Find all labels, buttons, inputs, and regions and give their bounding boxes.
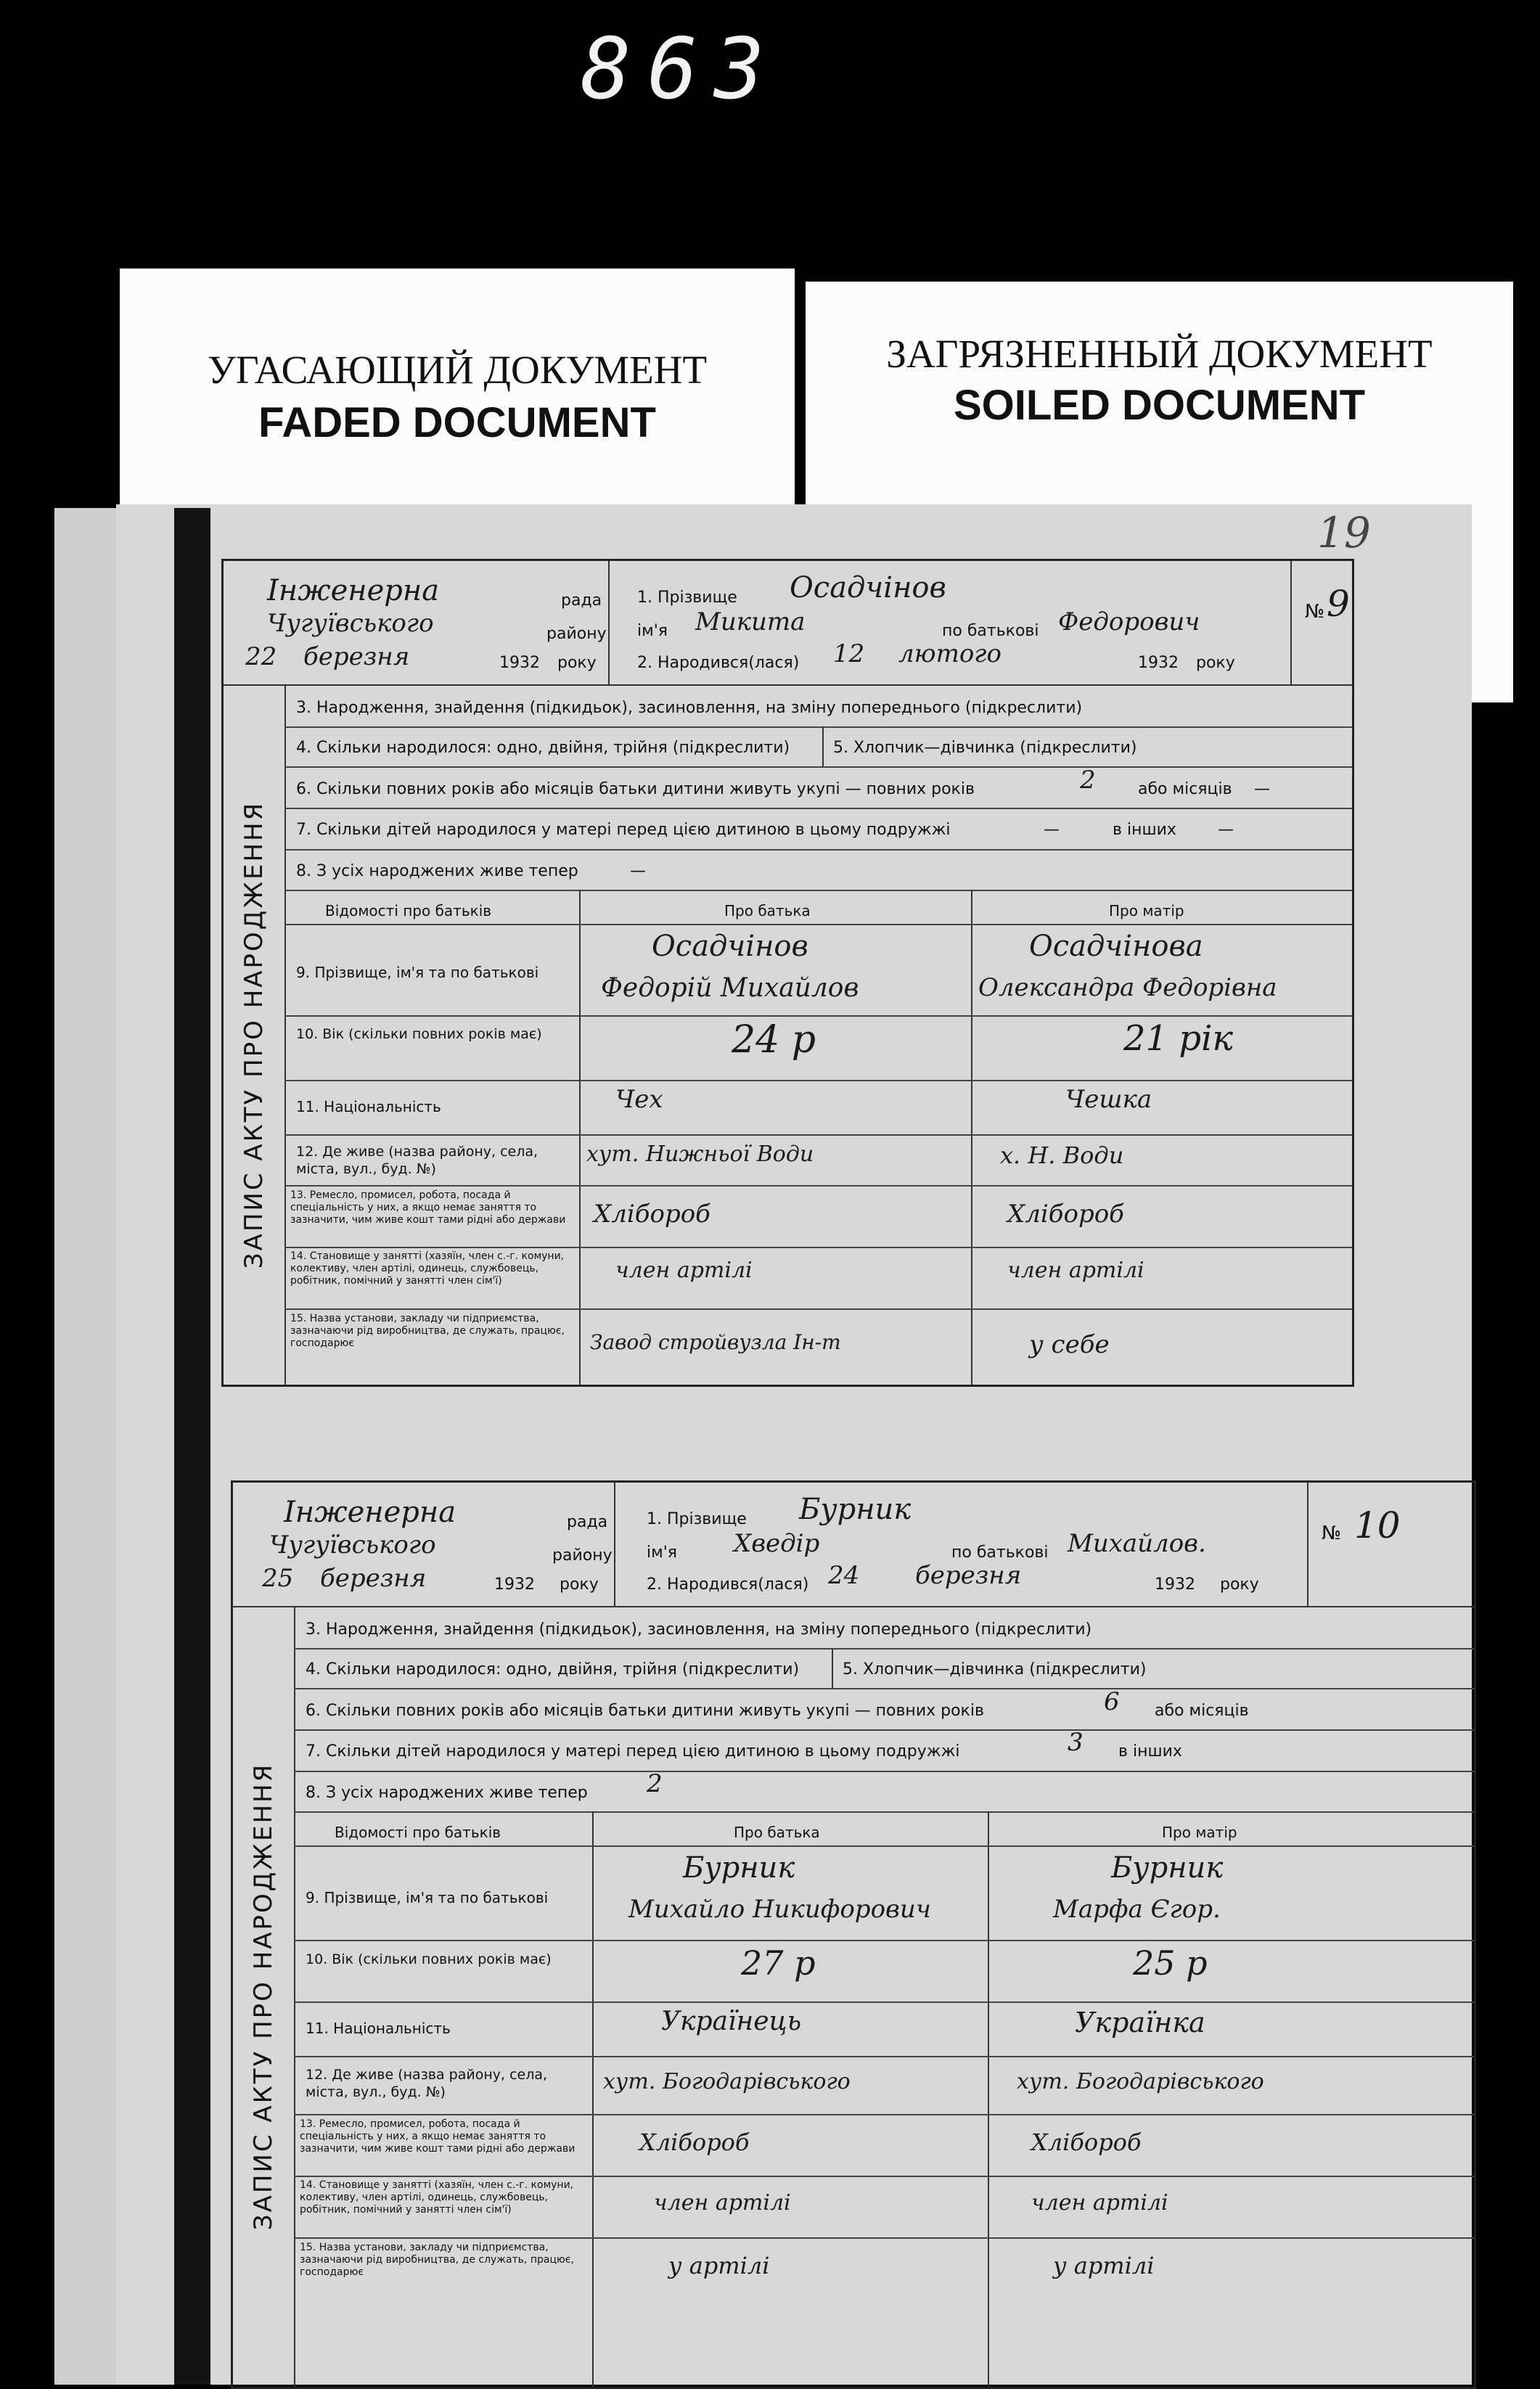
surname-label: 1. Прізвище: [647, 1510, 747, 1528]
q4-label: 4. Скільки народилося: одно, двійня, трійня (підкреслити): [296, 739, 790, 757]
r11-label: 11. Національність: [306, 2020, 451, 2037]
reg-year: 1932: [499, 654, 540, 672]
q8-value: —: [630, 862, 646, 880]
r13-label: 13. Ремесло, промисел, робота, посада й спеціальність у них, а якщо немає заняття то зазначити, чим живе кошт тами рідні або держави: [300, 2118, 576, 2155]
side-title: ЗАПИС АКТУ ПРО НАРОДЖЕННЯ: [239, 800, 269, 1269]
father-status: член артілі: [654, 2190, 791, 2216]
father-place: Завод стройвузла Ін-т: [590, 1330, 841, 1354]
birth-year: 1932: [1155, 1575, 1195, 1594]
patronymic-value: Михайлов.: [1068, 1529, 1206, 1558]
r15-label: 15. Назва установи, закладу чи підприємства, зазначаючи рід виробництва, де служать, працює, господарює: [290, 1313, 565, 1349]
q7-other-label: в інших: [1118, 1742, 1182, 1761]
mother-place: у артілі: [1053, 2252, 1155, 2279]
mother-age: 25 р: [1133, 1943, 1208, 1983]
mother-name: Олександра Федорівна: [978, 973, 1277, 1002]
reg-month: березня: [320, 1564, 427, 1593]
r13-label: 13. Ремесло, промисел, робота, посада й спеціальність у них, а якщо немає заняття то зазначити, чим живе кошт тами рідні або держави: [290, 1189, 566, 1226]
birth-year: 1932: [1138, 654, 1179, 672]
q7-other-label: в інших: [1113, 821, 1176, 839]
mother-surname: Осадчінова: [1029, 930, 1203, 963]
r14-label: 14. Становище у занятті (хазяїн, член с.-г. комуни, колективу, член артілі, одинець, службовець, робітник, помічний у занятті член сім'ї): [300, 2179, 574, 2216]
col-info: Відомості про батьків: [325, 902, 492, 919]
r9-label: 9. Прізвище, ім'я та по батькові: [296, 964, 539, 981]
q7-other: —: [1218, 821, 1234, 839]
q5-label: 5. Хлопчик—дівчинка (підкреслити): [833, 739, 1137, 757]
binding-strip: [174, 508, 210, 2385]
r12-label: 12. Де живе (назва району, села, міста, вул., буд. №): [296, 1144, 538, 1177]
rayon-label: району: [546, 625, 607, 643]
roku-label: року: [560, 1575, 599, 1594]
mother-age: 21 рік: [1123, 1018, 1234, 1059]
father-nat: Чех: [615, 1085, 663, 1114]
patronymic-label: по батькові: [942, 622, 1039, 640]
birth-record-10: [231, 1480, 1476, 2389]
patronymic-label: по батькові: [951, 1544, 1049, 1562]
q7-here: —: [1044, 821, 1060, 839]
r9-label: 9. Прізвище, ім'я та по батькові: [306, 1889, 549, 1906]
number-label: №: [1305, 601, 1325, 623]
rada-value: Інженерна: [267, 574, 440, 607]
birth-record-9: [221, 559, 1354, 1387]
page-corner-number: 19: [1317, 508, 1371, 557]
record-number: 9: [1327, 583, 1350, 625]
roku-label: року: [557, 654, 597, 672]
faded-label-en: FADED DOCUMENT: [258, 399, 656, 446]
reg-day: 22: [245, 642, 277, 671]
q3-label: 3. Народження, знайдення (підкидьок), засиновлення, на зміну попереднього (підкреслити): [306, 1620, 1092, 1639]
q3-label: 3. Народження, знайдення (підкидьок), засиновлення, на зміну попереднього (підкреслити): [296, 699, 1083, 717]
father-age: 27 р: [741, 1943, 816, 1983]
name-value: Хведір: [734, 1529, 820, 1558]
mother-address: хут. Богодарівського: [1017, 2069, 1264, 2094]
surname-value: Бурник: [799, 1493, 912, 1526]
side-title: ЗАПИС АКТУ ПРО НАРОДЖЕННЯ: [249, 1762, 278, 2231]
mother-nat: Чешка: [1065, 1085, 1152, 1114]
q6-months-label: або місяців: [1138, 780, 1232, 798]
r14-label: 14. Становище у занятті (хазяїн, член с.-г. комуни, колективу, член артілі, одинець, службовець, робітник, помічний у занятті член сім'ї): [290, 1250, 565, 1287]
q6-years: 6: [1104, 1687, 1120, 1716]
reg-month: березня: [303, 642, 410, 671]
name-label: ім'я: [637, 622, 668, 640]
number-label: №: [1322, 1523, 1342, 1544]
father-trade: Хлібороб: [639, 2128, 750, 2156]
soiled-label-ru: ЗАГРЯЗНЕННЫЙ ДОКУМЕНТ: [886, 332, 1433, 376]
mother-name: Марфа Єгор.: [1053, 1895, 1221, 1924]
surname-label: 1. Прізвище: [637, 589, 737, 607]
mother-place: у себе: [1029, 1330, 1110, 1359]
q8-label: 8. З усіх народжених живе тепер: [296, 862, 578, 880]
father-name: Михайло Никифорович: [628, 1895, 931, 1924]
q6-months: —: [1254, 780, 1270, 798]
father-trade: Хлібороб: [594, 1200, 710, 1229]
father-surname: Бурник: [683, 1851, 795, 1885]
born-label: 2. Народився(лася): [637, 654, 800, 672]
father-place: у артілі: [668, 2252, 770, 2279]
rada-value: Інженерна: [284, 1496, 456, 1529]
col-mother: Про матір: [1109, 902, 1184, 919]
q8-label: 8. З усіх народжених живе тепер: [306, 1784, 588, 1802]
birth-day: 12: [833, 639, 865, 668]
birth-roku: року: [1220, 1575, 1259, 1594]
col-father: Про батька: [734, 1824, 820, 1841]
rayon-label: району: [552, 1546, 613, 1565]
q6-months-label: або місяців: [1155, 1702, 1249, 1720]
patronymic-value: Федорович: [1058, 607, 1200, 636]
q7-label: 7. Скільки дітей народилося у матері перед цією дитиною в цьому подружжі: [296, 821, 951, 839]
r15-label: 15. Назва установи, закладу чи підприємства, зазначаючи рід виробництва, де служать, працює, господарює: [300, 2242, 574, 2278]
father-address: хут. Богодарівського: [603, 2069, 851, 2094]
born-label: 2. Народився(лася): [647, 1575, 809, 1594]
mother-surname: Бурник: [1111, 1851, 1224, 1885]
side-title-box: [233, 1606, 295, 2387]
mother-trade: Хлібороб: [1031, 2128, 1142, 2156]
q7-here: 3: [1068, 1728, 1084, 1757]
father-status: член артілі: [615, 1258, 753, 1283]
col-father: Про батька: [724, 902, 811, 919]
q7-label: 7. Скільки дітей народилося у матері перед цією дитиною в цьому подружжі: [306, 1742, 960, 1761]
r10-label: 10. Вік (скільки повних років має): [296, 1026, 542, 1042]
record-number: 10: [1354, 1504, 1401, 1546]
q6-years: 2: [1080, 766, 1096, 795]
side-title-box: [224, 684, 286, 1385]
birth-month: березня: [915, 1561, 1022, 1590]
rayon-value: Чугуївського: [269, 1530, 436, 1560]
father-address: хут. Нижньої Води: [586, 1142, 814, 1167]
father-nat: Українець: [661, 2007, 802, 2036]
name-value: Микита: [695, 607, 806, 636]
rayon-value: Чугуївського: [267, 609, 434, 638]
rada-label: рада: [567, 1513, 608, 1531]
q5-label: 5. Хлопчик—дівчинка (підкреслити): [843, 1660, 1147, 1679]
r11-label: 11. Національність: [296, 1098, 441, 1115]
birth-roku: року: [1196, 654, 1235, 672]
q6-label: 6. Скільки повних років або місяців батьки дитини живуть укупі — повних років: [296, 780, 975, 798]
father-surname: Осадчінов: [652, 930, 808, 963]
mother-address: х. Н. Води: [1000, 1142, 1124, 1169]
r10-label: 10. Вік (скільки повних років має): [306, 1951, 552, 1967]
archive-number: 863: [581, 20, 781, 118]
reg-year: 1932: [494, 1575, 535, 1594]
surname-value: Осадчінов: [790, 571, 946, 605]
soiled-label-en: SOILED DOCUMENT: [953, 382, 1366, 429]
birth-month: лютого: [898, 639, 1002, 668]
name-label: ім'я: [647, 1544, 677, 1562]
q8-value: 2: [647, 1769, 663, 1798]
mother-status: член артілі: [1031, 2190, 1168, 2216]
q4-label: 4. Скільки народилося: одно, двійня, трійня (підкреслити): [306, 1660, 800, 1679]
birth-day: 24: [828, 1561, 860, 1590]
mother-trade: Хлібороб: [1007, 1200, 1124, 1229]
father-age: 24 р: [732, 1018, 816, 1062]
reg-day: 25: [262, 1564, 294, 1593]
q6-label: 6. Скільки повних років або місяців батьки дитини живуть укупі — повних років: [306, 1702, 984, 1720]
father-name: Федорій Михайлов: [601, 973, 859, 1003]
mother-nat: Українка: [1075, 2007, 1205, 2038]
r12-label: 12. Де живе (назва району, села, міста, вул., буд. №): [306, 2067, 548, 2100]
mother-status: член артілі: [1007, 1258, 1144, 1283]
col-info: Відомості про батьків: [335, 1824, 501, 1841]
faded-label-ru: УГАСАЮЩИЙ ДОКУМЕНТ: [207, 348, 708, 392]
rada-label: рада: [561, 591, 602, 610]
col-mother: Про матір: [1162, 1824, 1237, 1841]
